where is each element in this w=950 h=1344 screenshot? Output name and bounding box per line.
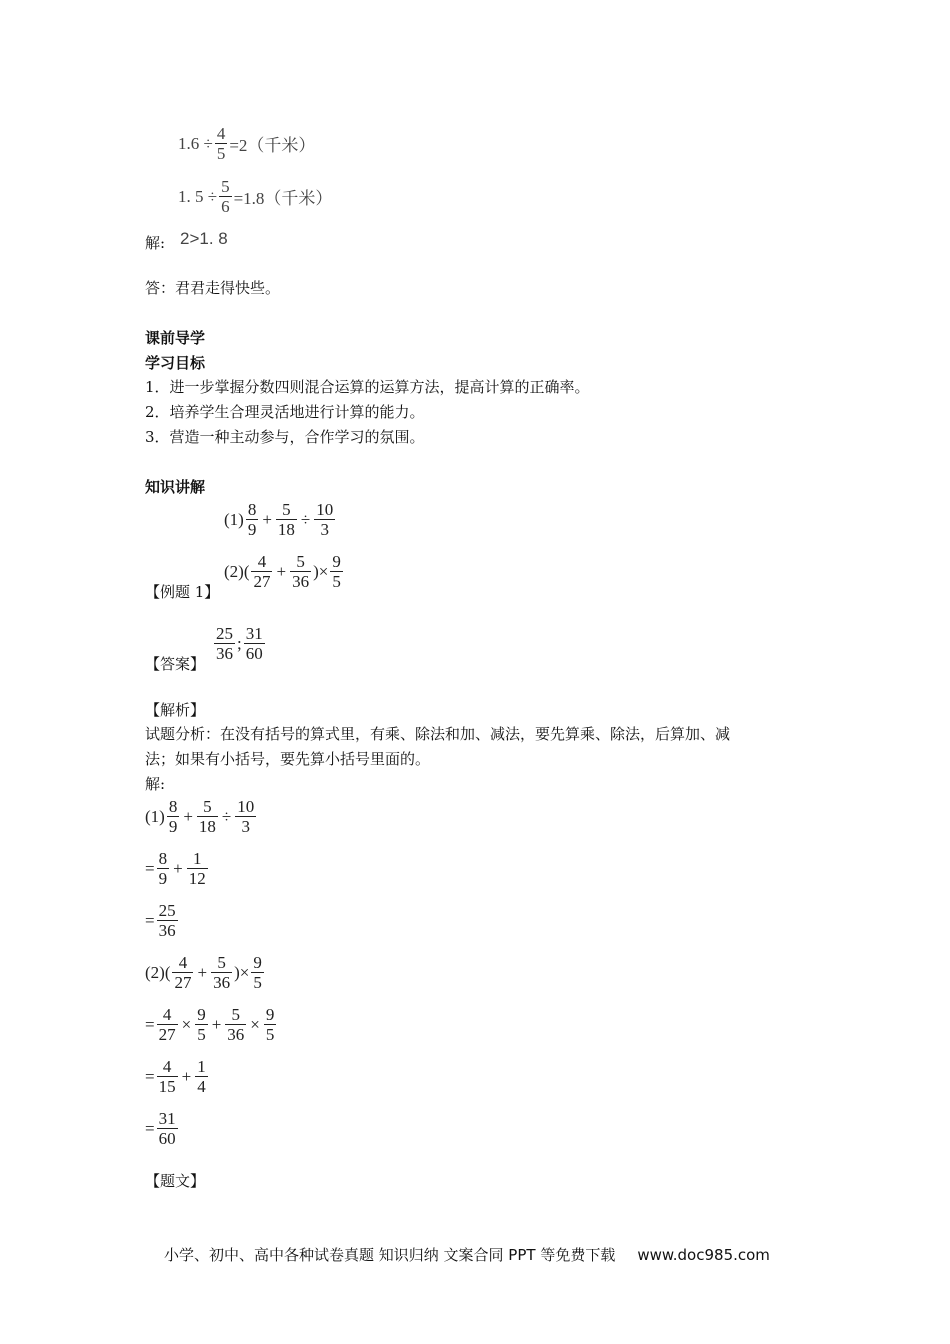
- fraction: $\frac{10}{3}$: [237, 797, 255, 836]
- top-equation-1: 1.6 ÷ $\frac{4}{5}$ =2（千米）: [178, 124, 316, 163]
- section-goals-heading: 学习目标: [145, 354, 206, 372]
- fraction: $\frac{4}{15}$: [158, 1057, 176, 1096]
- answer-label: 【答案】: [145, 655, 206, 673]
- fraction: $\frac{5}{36}$: [292, 552, 310, 591]
- fraction: $\frac{25}{36}$: [158, 901, 176, 940]
- fraction: $\frac{9}{5}$: [265, 1005, 275, 1044]
- solution-step: (1) $\frac{8}{9}$ + $\frac{5}{18}$ ÷ $\frac{10}{3}$: [145, 797, 255, 836]
- footer-site-link[interactable]: www.doc985.com: [637, 1246, 770, 1264]
- solution-step: = $\frac{4}{27}$ × $\frac{9}{5}$ + $\frac{5}{36}$ × $\frac{9}{5}$: [145, 1005, 275, 1044]
- fraction: $\frac{8}{9}$: [158, 849, 168, 888]
- solution-step: = $\frac{25}{36}$: [145, 901, 176, 940]
- answer-values: $\frac{25}{36}$ ; $\frac{31}{60}$: [216, 624, 263, 663]
- section-knowledge-heading: 知识讲解: [145, 478, 206, 496]
- footer-text: 小学、初中、高中各种试卷真题 知识归纳 文案合同 PPT 等免费下载: [164, 1246, 616, 1264]
- fraction: $\frac{10}{3}$: [316, 500, 334, 539]
- footer: [164, 1244, 770, 1265]
- solution-step: = $\frac{8}{9}$ + $\frac{1}{12}$: [145, 849, 206, 888]
- fraction: $\frac{4}{5}$: [216, 124, 226, 163]
- fraction: $\frac{5}{18}$: [277, 500, 295, 539]
- fraction: $\frac{9}{5}$: [197, 1005, 206, 1044]
- goal-item: 1．进一步掌握分数四则混合运算的运算方法，提高计算的正确率。: [145, 378, 590, 396]
- fraction: $\frac{9}{5}$: [332, 552, 341, 591]
- fraction: $\frac{9}{5}$: [253, 953, 262, 992]
- top-equation-2: 1. 5 ÷ $\frac{5}{6}$ =1.8（千米）: [178, 177, 333, 216]
- fraction: $\frac{8}{9}$: [168, 797, 178, 836]
- fraction: $\frac{5}{18}$: [198, 797, 216, 836]
- fraction: $\frac{5}{36}$: [213, 953, 231, 992]
- solution-step: = $\frac{31}{60}$: [145, 1109, 176, 1148]
- fraction: $\frac{31}{60}$: [245, 624, 263, 663]
- fraction: $\frac{31}{60}$: [158, 1109, 176, 1148]
- fraction: $\frac{8}{9}$: [247, 500, 257, 539]
- fraction: $\frac{5}{6}$: [221, 177, 230, 216]
- example-problem-2: (2)( $\frac{4}{27}$ + $\frac{5}{36}$ )× $\frac{9}{5}$: [224, 552, 341, 591]
- answer-line: 答：君君走得快些。: [145, 279, 281, 297]
- compare-value: 2>1. 8: [180, 229, 228, 248]
- fraction: $\frac{4}{27}$: [174, 953, 192, 992]
- solution-label: 解:: [145, 775, 166, 793]
- fraction: $\frac{4}{27}$: [253, 552, 271, 591]
- goal-item: 2．培养学生合理灵活地进行计算的能力。: [145, 403, 425, 421]
- fraction: $\frac{25}{36}$: [216, 624, 233, 663]
- goal-item: 3．营造一种主动参与，合作学习的氛围。: [145, 428, 425, 446]
- fraction: $\frac{4}{27}$: [158, 1005, 176, 1044]
- section-preview-heading: 课前导学: [145, 329, 206, 347]
- jie-label-top: 解:: [145, 234, 166, 252]
- analysis-label: 【解析】: [145, 701, 206, 719]
- fraction: $\frac{1}{4}$: [197, 1057, 206, 1096]
- fraction: $\frac{1}{12}$: [188, 849, 206, 888]
- solution-step: = $\frac{4}{15}$ + $\frac{1}{4}$: [145, 1057, 206, 1096]
- solution-step: (2)( $\frac{4}{27}$ + $\frac{5}{36}$ )× $\frac{9}{5}$: [145, 953, 262, 992]
- analysis-text: 法；如果有小括号，要先算小括号里面的。: [145, 750, 431, 768]
- problem-label: 【题文】: [145, 1172, 206, 1190]
- analysis-text: 试题分析：在没有括号的算式里，有乘、除法和加、减法，要先算乘、除法，后算加、减: [145, 725, 731, 743]
- example-problem-1: (1) $\frac{8}{9}$ + $\frac{5}{18}$ ÷ $\frac{10}{3}$: [224, 500, 334, 539]
- example-label: 【例题 1】: [145, 583, 220, 601]
- fraction: $\frac{5}{36}$: [227, 1005, 245, 1044]
